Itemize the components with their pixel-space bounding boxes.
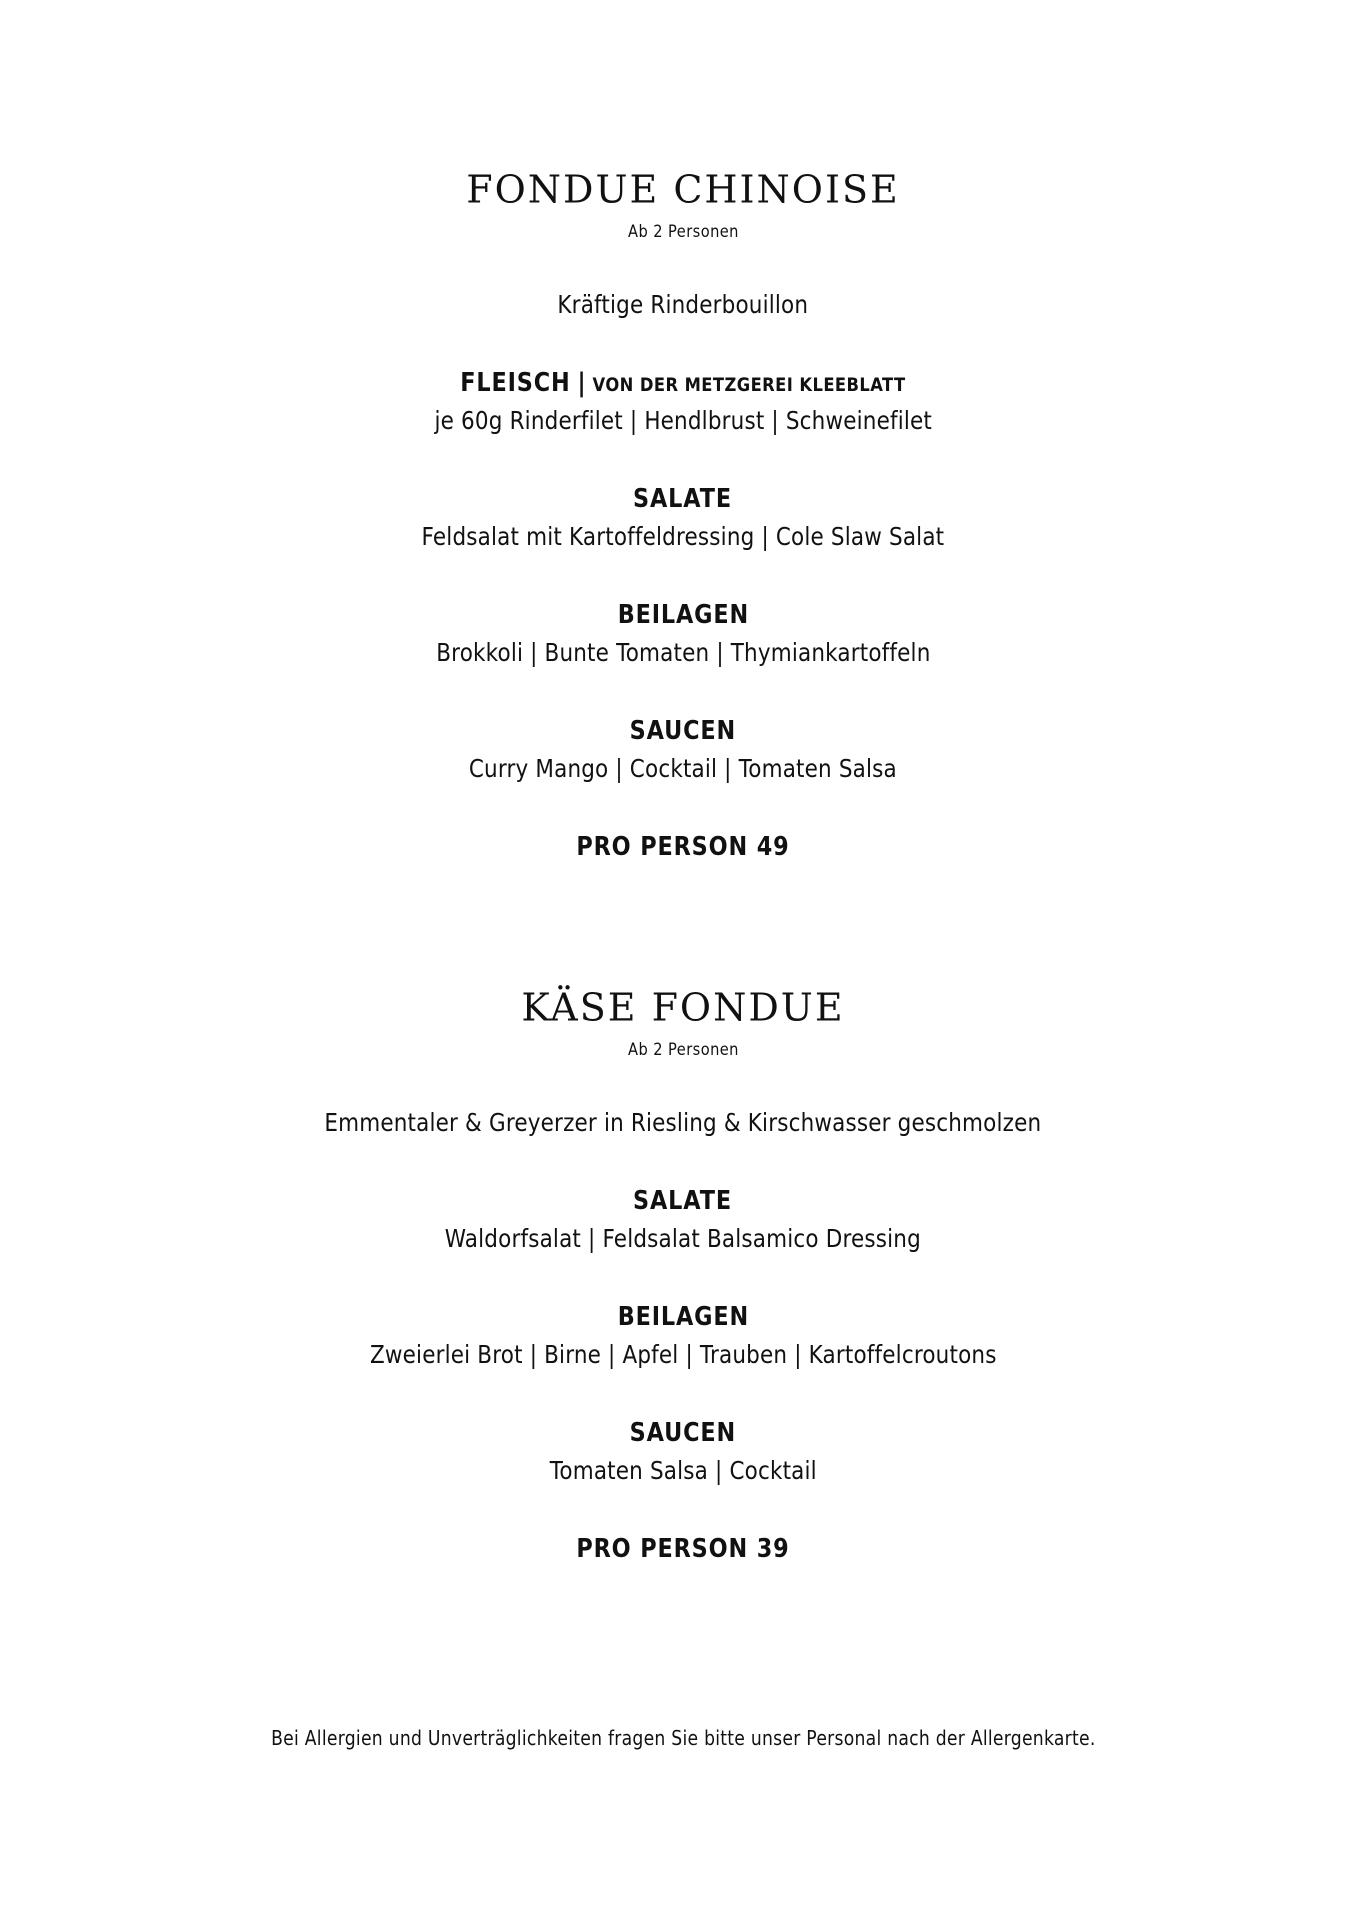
kaese-base (0, 1110, 1366, 1135)
chinoise-saucen-heading (0, 718, 1366, 744)
kaese-salate-heading (0, 1188, 1366, 1214)
chinoise-subtitle (0, 224, 1366, 241)
chinoise-price (0, 834, 1366, 860)
kaese-title-text: KÄSE FONDUE (521, 984, 845, 1030)
kaese-beilagen-heading (0, 1304, 1366, 1330)
kaese-subtitle (0, 1042, 1366, 1059)
chinoise-title (0, 166, 1366, 212)
allergy-note-text: Bei Allergien und Unverträglichkeiten fragen Sie bitte unser Personal nach der Allergenkarte. (270, 1726, 1096, 1750)
kaese-saucen-heading (0, 1420, 1366, 1446)
kaese-base-text: Emmentaler & Greyerzer in Riesling & Kirschwasser geschmolzen (324, 1108, 1042, 1137)
kaese-beilagen-items-text: Zweierlei Brot | Birne | Apfel | Trauben | Kartoffelcroutons (369, 1340, 997, 1369)
chinoise-base-text: Kräftige Rinderbouillon (557, 290, 809, 319)
kaese-saucen-heading-text: SAUCEN (629, 1418, 737, 1448)
kaese-subtitle-text: Ab 2 Personen (627, 1040, 739, 1060)
chinoise-fleisch-items-text: je 60g Rinderfilet | Hendlbrust | Schweinefilet (434, 406, 932, 435)
chinoise-saucen-items (0, 756, 1366, 781)
chinoise-base (0, 292, 1366, 317)
kaese-saucen-items-text: Tomaten Salsa | Cocktail (549, 1456, 817, 1485)
chinoise-fleisch-separator: | (577, 368, 586, 398)
chinoise-price-text: PRO PERSON 49 (576, 832, 790, 862)
chinoise-beilagen-heading-text: BEILAGEN (617, 600, 749, 630)
chinoise-subtitle-text: Ab 2 Personen (627, 222, 739, 242)
kaese-salate-items (0, 1226, 1366, 1251)
kaese-salate-items-text: Waldorfsalat | Feldsalat Balsamico Dressing (444, 1224, 922, 1253)
chinoise-saucen-heading-text: SAUCEN (629, 716, 737, 746)
chinoise-salate-items-text: Feldsalat mit Kartoffeldressing | Cole Slaw Salat (421, 522, 945, 551)
chinoise-fleisch-items (0, 408, 1366, 433)
chinoise-fleisch-source: VON DER METZGEREI KLEEBLATT (592, 374, 906, 396)
chinoise-saucen-items-text: Curry Mango | Cocktail | Tomaten Salsa (468, 754, 898, 783)
chinoise-salate-heading (0, 486, 1366, 512)
kaese-title (0, 984, 1366, 1030)
chinoise-title-text: FONDUE CHINOISE (466, 166, 900, 212)
chinoise-salate-items (0, 524, 1366, 549)
kaese-beilagen-heading-text: BEILAGEN (617, 1302, 749, 1332)
kaese-price-text: PRO PERSON 39 (576, 1534, 790, 1564)
chinoise-beilagen-heading (0, 602, 1366, 628)
kaese-price (0, 1536, 1366, 1562)
allergy-note (0, 1728, 1366, 1748)
chinoise-beilagen-items-text: Brokkoli | Bunte Tomaten | Thymiankartoffeln (435, 638, 931, 667)
chinoise-fleisch-heading (0, 370, 1366, 396)
chinoise-fleisch-heading-text: FLEISCH (460, 368, 571, 398)
kaese-salate-heading-text: SALATE (633, 1186, 733, 1216)
kaese-beilagen-items (0, 1342, 1366, 1367)
kaese-saucen-items (0, 1458, 1366, 1483)
chinoise-beilagen-items (0, 640, 1366, 665)
chinoise-salate-heading-text: SALATE (633, 484, 733, 514)
